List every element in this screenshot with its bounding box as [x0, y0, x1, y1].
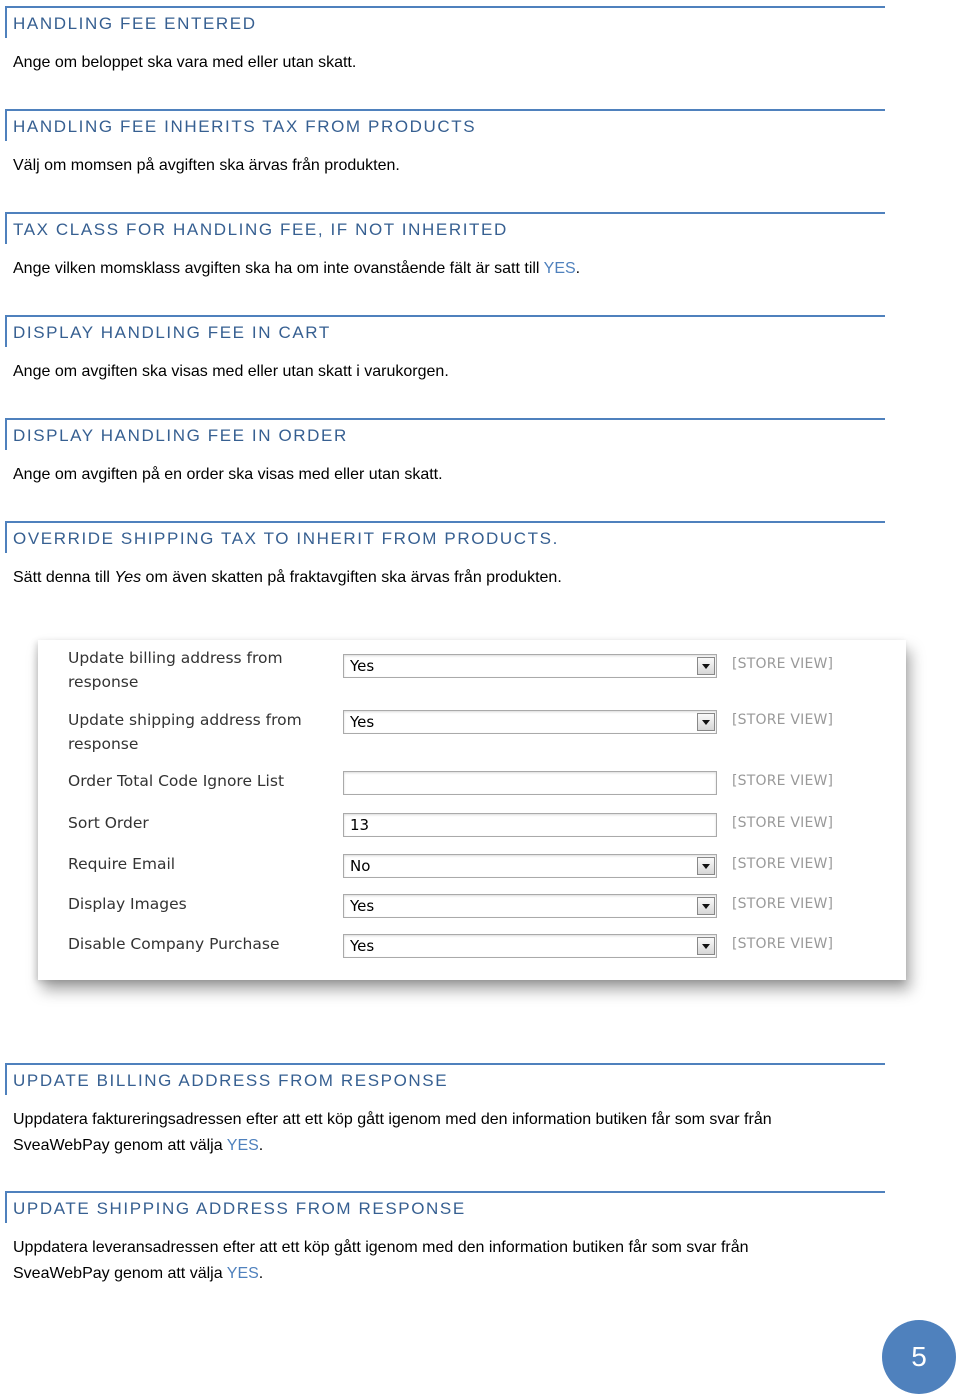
- yes-highlight: YES: [226, 1137, 259, 1154]
- chevron-down-icon[interactable]: [697, 657, 715, 675]
- line2-text: SveaWebPay genom att välja: [13, 1265, 227, 1282]
- section-update-billing-address: [5, 1063, 885, 1159]
- section-text: [5, 256, 885, 282]
- section-display-fee-in-order: [5, 418, 885, 488]
- section-text-post: om även skatten på fraktavgiften ska ärvas från produkten.: [141, 569, 562, 586]
- section-heading: DISPLAY HANDLING FEE IN ORDER: [5, 418, 885, 450]
- section-heading: OVERRIDE SHIPPING TAX TO INHERIT FROM PRODUCTS.: [5, 521, 885, 553]
- section-text: [5, 1235, 885, 1287]
- italic-yes: Yes: [114, 569, 142, 586]
- select-value: Yes: [350, 713, 375, 731]
- yes-highlight: YES: [226, 1265, 259, 1282]
- section-update-shipping-address: [5, 1191, 885, 1287]
- section-text: Ange om beloppet ska vara med eller utan skatt.: [13, 54, 357, 71]
- section-text-pre: Sätt denna till: [13, 569, 115, 586]
- line2-text: SveaWebPay genom att välja: [13, 1137, 227, 1154]
- section-heading: DISPLAY HANDLING FEE IN CART: [5, 315, 885, 347]
- scope-label: [STORE VIEW]: [732, 773, 834, 789]
- section-text: Ange om avgiften på en order ska visas med eller utan skatt.: [13, 466, 443, 483]
- config-label: Display Images: [68, 895, 187, 913]
- select-value: Yes: [350, 937, 375, 955]
- page-number: 5: [882, 1320, 956, 1394]
- section-text-main: Ange vilken momsklass avgiften ska ha om inte ovanstående fält är satt till: [13, 260, 544, 277]
- chevron-down-icon[interactable]: [697, 937, 715, 955]
- section-handling-fee-entered: [5, 6, 885, 76]
- section-handling-fee-inherits-tax: [5, 109, 885, 179]
- chevron-down-icon[interactable]: [697, 857, 715, 875]
- line2-suffix: .: [258, 1265, 264, 1282]
- section-text: [5, 565, 885, 591]
- section-heading: HANDLING FEE ENTERED: [5, 6, 885, 38]
- section-text: Välj om momsen på avgiften ska ärvas från produkten.: [13, 157, 400, 174]
- scope-label: [STORE VIEW]: [732, 656, 834, 672]
- chevron-down-icon[interactable]: [697, 713, 715, 731]
- select-value: No: [350, 857, 371, 875]
- config-screenshot: [38, 640, 906, 980]
- config-label: Order Total Code Ignore List: [68, 772, 285, 790]
- config-label: Sort Order: [68, 814, 149, 832]
- scope-label: [STORE VIEW]: [732, 896, 834, 912]
- section-text-line1: Uppdatera leveransadressen efter att ett köp gått igenom med den information butiken får som svar från: [13, 1239, 749, 1256]
- disable-company-purchase-select[interactable]: [343, 934, 717, 958]
- config-label: Require Email: [68, 855, 176, 873]
- config-label: Update shipping address from response: [68, 711, 302, 753]
- config-label: Update billing address from response: [68, 649, 283, 691]
- scope-label: [STORE VIEW]: [732, 815, 834, 831]
- update-shipping-select[interactable]: [343, 710, 717, 734]
- section-text: Ange om avgiften ska visas med eller utan skatt i varukorgen.: [13, 363, 449, 380]
- section-tax-class-handling-fee: [5, 212, 885, 282]
- chevron-down-icon[interactable]: [697, 897, 715, 915]
- section-text-line2: [13, 1133, 885, 1159]
- scope-label: [STORE VIEW]: [732, 712, 834, 728]
- select-value: Yes: [350, 657, 375, 675]
- section-display-fee-in-cart: [5, 315, 885, 385]
- section-heading: HANDLING FEE INHERITS TAX FROM PRODUCTS: [5, 109, 885, 141]
- update-billing-select[interactable]: [343, 654, 717, 678]
- order-total-ignore-input[interactable]: [343, 771, 717, 795]
- section-text-line1: Uppdatera faktureringsadressen efter att ett köp gått igenom med den information butiken får som svar från: [13, 1111, 772, 1128]
- line2-suffix: .: [258, 1137, 264, 1154]
- yes-highlight: YES: [543, 260, 576, 277]
- select-value: Yes: [350, 897, 375, 915]
- require-email-select[interactable]: [343, 854, 717, 878]
- sort-order-input[interactable]: [343, 813, 717, 837]
- display-images-select[interactable]: [343, 894, 717, 918]
- section-text-suffix: .: [575, 260, 581, 277]
- scope-label: [STORE VIEW]: [732, 936, 834, 952]
- input-value: 13: [350, 816, 370, 834]
- section-text-line2: [13, 1261, 885, 1287]
- config-label: Disable Company Purchase: [68, 935, 280, 953]
- section-heading: UPDATE SHIPPING ADDRESS FROM RESPONSE: [5, 1191, 885, 1223]
- section-text: [5, 1107, 885, 1159]
- section-heading: UPDATE BILLING ADDRESS FROM RESPONSE: [5, 1063, 885, 1095]
- section-override-shipping-tax: [5, 521, 885, 591]
- section-heading: TAX CLASS FOR HANDLING FEE, IF NOT INHERITED: [5, 212, 885, 244]
- scope-label: [STORE VIEW]: [732, 856, 834, 872]
